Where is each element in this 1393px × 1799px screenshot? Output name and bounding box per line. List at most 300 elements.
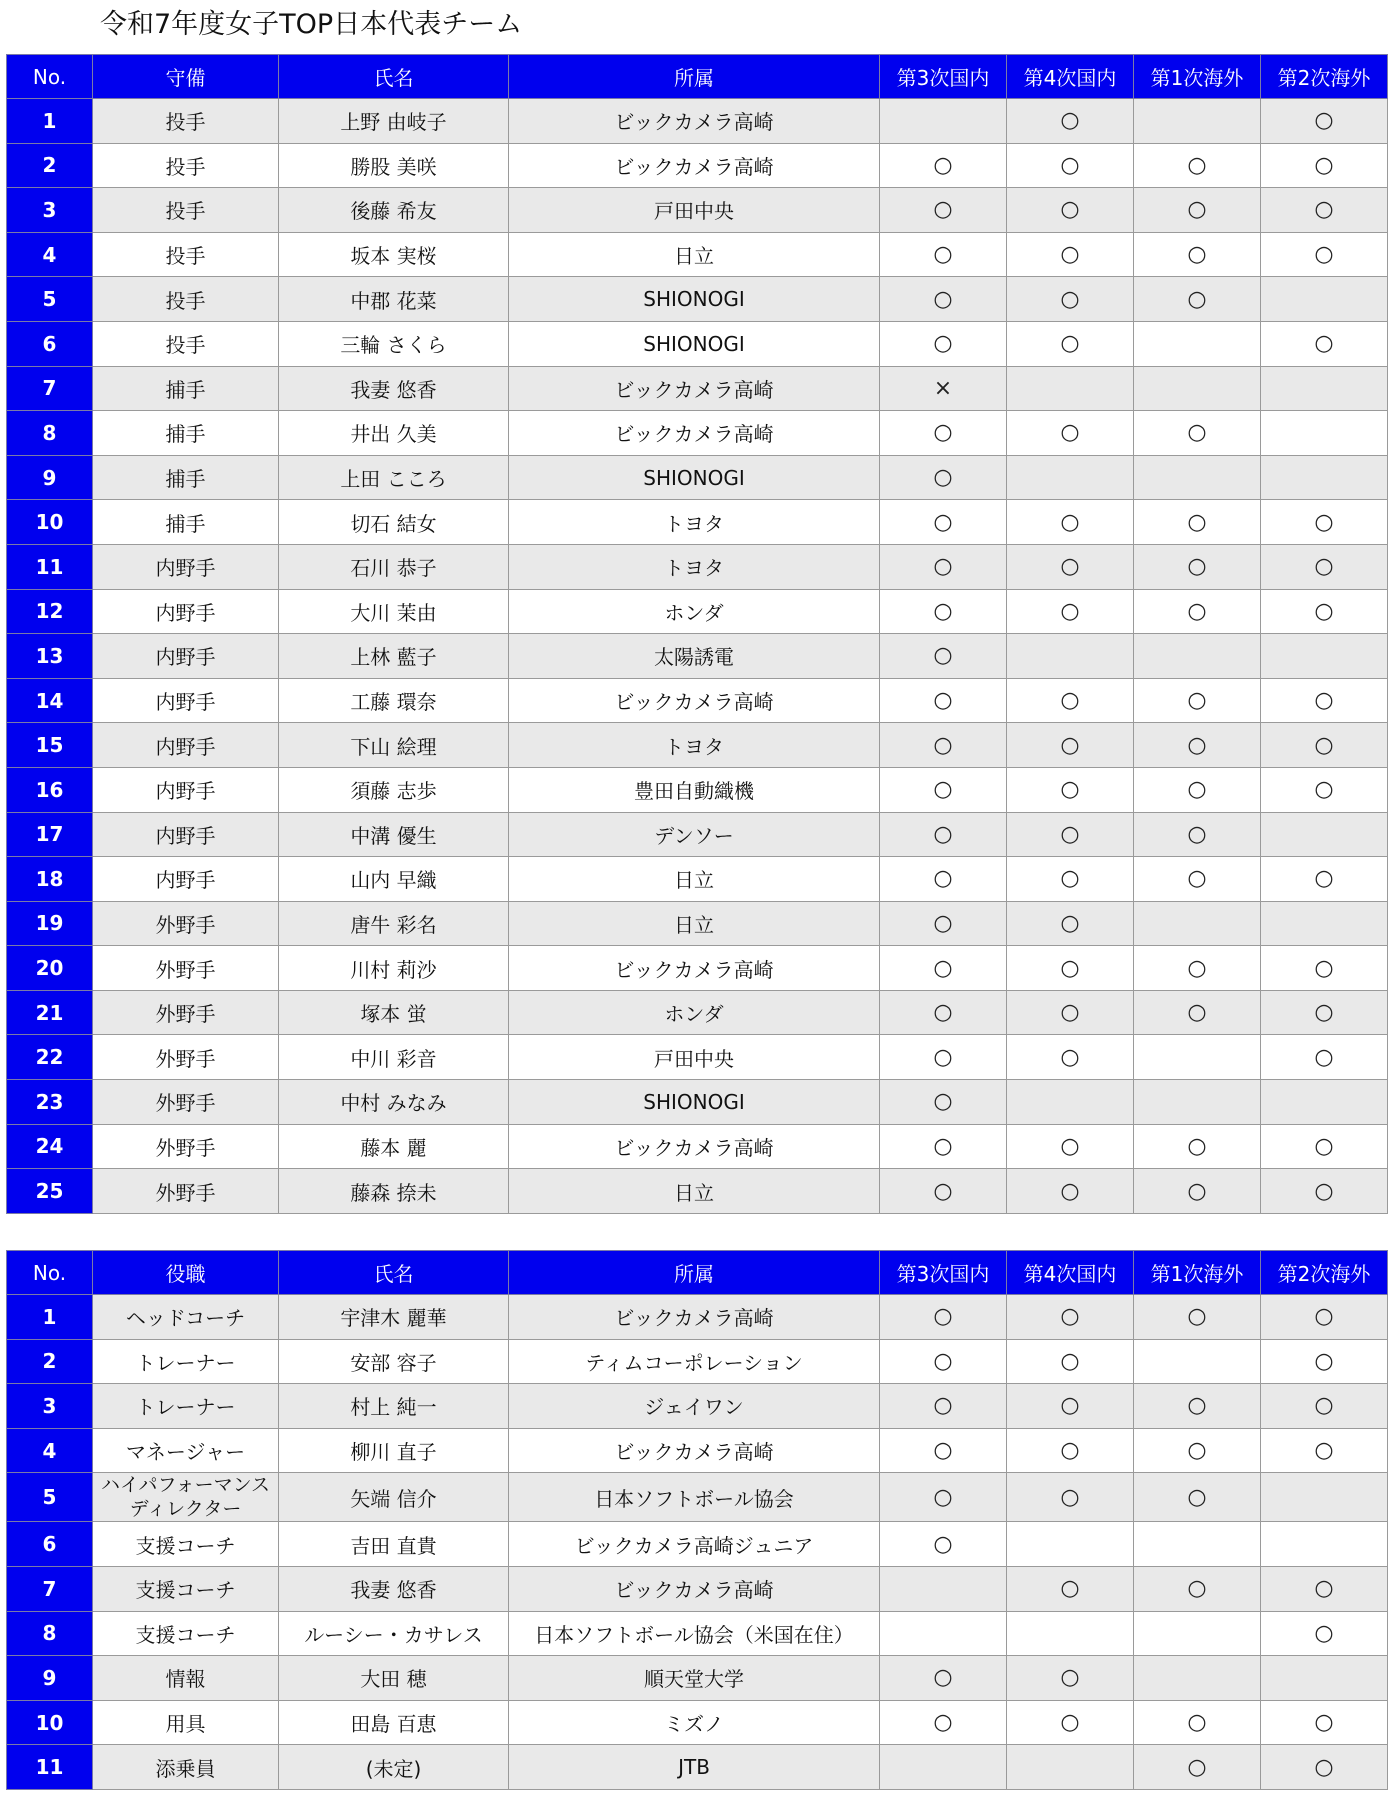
role-text: 添乗員 <box>155 1756 216 1781</box>
row-number: 2 <box>7 1339 93 1384</box>
affiliation-cell: ビックカメラ高崎 <box>509 1428 880 1473</box>
mark-2nd-overseas: ○ <box>1261 99 1388 144</box>
mark-1st-overseas: ○ <box>1134 1473 1261 1522</box>
mark-4th-domestic: ○ <box>1007 232 1134 277</box>
affiliation-cell: 日立 <box>509 1169 880 1214</box>
affiliation-cell: SHIONOGI <box>509 1080 880 1125</box>
position-cell: 外野手 <box>93 901 279 946</box>
mark-1st-overseas <box>1134 1611 1261 1656</box>
table-row <box>7 99 1388 144</box>
table-row <box>7 767 1388 812</box>
mark-2nd-overseas: ○ <box>1261 723 1388 768</box>
mark-3rd-domestic: × <box>880 366 1007 411</box>
name-cell: 上田 こころ <box>279 455 509 500</box>
mark-3rd-domestic: ○ <box>880 812 1007 857</box>
mark-2nd-overseas: ○ <box>1261 1339 1388 1384</box>
name-cell: 藤本 麗 <box>279 1124 509 1169</box>
name-cell: 藤森 捺未 <box>279 1169 509 1214</box>
mark-3rd-domestic: ○ <box>880 1428 1007 1473</box>
mark-4th-domestic <box>1007 455 1134 500</box>
table-row <box>7 1428 1388 1473</box>
table-row <box>7 1522 1388 1567</box>
role-cell <box>93 1339 279 1384</box>
mark-2nd-overseas: ○ <box>1261 767 1388 812</box>
affiliation-cell: ホンダ <box>509 589 880 634</box>
mark-2nd-overseas: ○ <box>1261 1295 1388 1340</box>
role-text: 支援コーチ <box>135 1533 236 1558</box>
affiliation-cell: デンソー <box>509 812 880 857</box>
role-cell <box>93 1700 279 1745</box>
mark-1st-overseas: ○ <box>1134 411 1261 456</box>
name-cell: 三輪 さくら <box>279 321 509 366</box>
mark-2nd-overseas: ○ <box>1261 1124 1388 1169</box>
mark-3rd-domestic: ○ <box>880 723 1007 768</box>
header-no: No. <box>7 55 93 99</box>
mark-2nd-overseas: ○ <box>1261 1384 1388 1429</box>
header-affiliation: 所属 <box>509 55 880 99</box>
table-row <box>7 634 1388 679</box>
mark-4th-domestic: ○ <box>1007 544 1134 589</box>
mark-3rd-domestic: ○ <box>880 455 1007 500</box>
row-number: 10 <box>7 1700 93 1745</box>
role-text: ハイパフォーマンス <box>100 1474 271 1497</box>
mark-2nd-overseas: ○ <box>1261 1035 1388 1080</box>
role-text: 用具 <box>165 1712 206 1737</box>
name-cell: (未定) <box>279 1745 509 1790</box>
name-cell: 安部 容子 <box>279 1339 509 1384</box>
mark-3rd-domestic: ○ <box>880 143 1007 188</box>
name-cell: 山内 早織 <box>279 857 509 902</box>
mark-1st-overseas: ○ <box>1134 1384 1261 1429</box>
row-number: 11 <box>7 544 93 589</box>
row-number: 8 <box>7 411 93 456</box>
role-cell <box>93 1566 279 1611</box>
header-camp-3rd-domestic: 第3次国内 <box>880 1251 1007 1295</box>
mark-4th-domestic: ○ <box>1007 1566 1134 1611</box>
mark-1st-overseas: ○ <box>1134 143 1261 188</box>
role-text: 情報 <box>165 1667 206 1692</box>
position-cell: 外野手 <box>93 990 279 1035</box>
header-name: 氏名 <box>279 55 509 99</box>
mark-4th-domestic: ○ <box>1007 812 1134 857</box>
mark-1st-overseas: ○ <box>1134 544 1261 589</box>
mark-4th-domestic: ○ <box>1007 99 1134 144</box>
mark-3rd-domestic: ○ <box>880 1700 1007 1745</box>
role-text: 支援コーチ <box>135 1622 236 1647</box>
mark-3rd-domestic <box>880 1566 1007 1611</box>
affiliation-cell: 日立 <box>509 232 880 277</box>
mark-1st-overseas: ○ <box>1134 1124 1261 1169</box>
affiliation-cell: ミズノ <box>509 1700 880 1745</box>
role-text: マネージャー <box>125 1440 246 1465</box>
mark-1st-overseas: ○ <box>1134 946 1261 991</box>
name-cell: 我妻 悠香 <box>279 1566 509 1611</box>
affiliation-cell: ビックカメラ高崎 <box>509 366 880 411</box>
header-camp-2nd-overseas: 第2次海外 <box>1261 1251 1388 1295</box>
mark-3rd-domestic: ○ <box>880 901 1007 946</box>
row-number: 8 <box>7 1611 93 1656</box>
row-number: 2 <box>7 143 93 188</box>
affiliation-cell: 日本ソフトボール協会 <box>509 1473 880 1522</box>
mark-3rd-domestic <box>880 1745 1007 1790</box>
name-cell: 中郡 花菜 <box>279 277 509 322</box>
table-row <box>7 277 1388 322</box>
name-cell: 後藤 希友 <box>279 188 509 233</box>
page-title: 令和7年度女子TOP日本代表チーム <box>100 9 523 40</box>
role-cell <box>93 1656 279 1701</box>
role-cell <box>93 1428 279 1473</box>
mark-1st-overseas: ○ <box>1134 857 1261 902</box>
name-cell: 上林 藍子 <box>279 634 509 679</box>
role-text: トレーナー <box>135 1350 236 1375</box>
role-cell <box>93 1745 279 1790</box>
mark-3rd-domestic: ○ <box>880 857 1007 902</box>
name-cell: 勝股 美咲 <box>279 143 509 188</box>
row-number: 1 <box>7 99 93 144</box>
affiliation-cell: SHIONOGI <box>509 455 880 500</box>
mark-4th-domestic <box>1007 366 1134 411</box>
mark-1st-overseas: ○ <box>1134 812 1261 857</box>
position-cell: 捕手 <box>93 455 279 500</box>
row-number: 6 <box>7 321 93 366</box>
position-cell: 投手 <box>93 277 279 322</box>
affiliation-cell: ホンダ <box>509 990 880 1035</box>
mark-3rd-domestic: ○ <box>880 1656 1007 1701</box>
name-cell: 切石 結女 <box>279 500 509 545</box>
mark-4th-domestic: ○ <box>1007 277 1134 322</box>
table-row <box>7 366 1388 411</box>
table-row <box>7 455 1388 500</box>
role-text: トレーナー <box>135 1395 236 1420</box>
mark-3rd-domestic: ○ <box>880 1080 1007 1125</box>
table-row <box>7 1384 1388 1429</box>
affiliation-cell: ジェイワン <box>509 1384 880 1429</box>
name-cell: 矢端 信介 <box>279 1473 509 1522</box>
row-number: 4 <box>7 1428 93 1473</box>
position-cell: 外野手 <box>93 1169 279 1214</box>
position-cell: 投手 <box>93 99 279 144</box>
affiliation-cell: 豊田自動織機 <box>509 767 880 812</box>
affiliation-cell: ビックカメラ高崎 <box>509 946 880 991</box>
role-cell <box>93 1473 279 1522</box>
affiliation-cell: 日立 <box>509 901 880 946</box>
row-number: 18 <box>7 857 93 902</box>
name-cell: 石川 恭子 <box>279 544 509 589</box>
row-number: 5 <box>7 277 93 322</box>
position-cell: 内野手 <box>93 723 279 768</box>
table-row <box>7 1700 1388 1745</box>
position-cell: 外野手 <box>93 1080 279 1125</box>
mark-3rd-domestic: ○ <box>880 1473 1007 1522</box>
mark-2nd-overseas: ○ <box>1261 1566 1388 1611</box>
table-row <box>7 1295 1388 1340</box>
table-row <box>7 1169 1388 1214</box>
mark-2nd-overseas: ○ <box>1261 1428 1388 1473</box>
name-cell: 塚本 蛍 <box>279 990 509 1035</box>
mark-1st-overseas <box>1134 901 1261 946</box>
mark-2nd-overseas: ○ <box>1261 1745 1388 1790</box>
mark-3rd-domestic: ○ <box>880 678 1007 723</box>
table-row <box>7 544 1388 589</box>
mark-2nd-overseas: ○ <box>1261 500 1388 545</box>
name-cell: 大田 穂 <box>279 1656 509 1701</box>
affiliation-cell: ビックカメラ高崎 <box>509 1295 880 1340</box>
mark-2nd-overseas <box>1261 1473 1388 1522</box>
mark-3rd-domestic: ○ <box>880 990 1007 1035</box>
mark-2nd-overseas <box>1261 277 1388 322</box>
header-position: 守備 <box>93 55 279 99</box>
row-number: 15 <box>7 723 93 768</box>
position-cell: 内野手 <box>93 812 279 857</box>
mark-3rd-domestic: ○ <box>880 411 1007 456</box>
mark-1st-overseas: ○ <box>1134 990 1261 1035</box>
name-cell: 下山 絵理 <box>279 723 509 768</box>
table-row <box>7 143 1388 188</box>
mark-1st-overseas <box>1134 455 1261 500</box>
players-table <box>6 54 1388 1214</box>
position-cell: 投手 <box>93 143 279 188</box>
role-cell <box>93 1611 279 1656</box>
table-row <box>7 321 1388 366</box>
mark-2nd-overseas <box>1261 634 1388 679</box>
name-cell: 中村 みなみ <box>279 1080 509 1125</box>
row-number: 25 <box>7 1169 93 1214</box>
name-cell: 坂本 実桜 <box>279 232 509 277</box>
row-number: 7 <box>7 1566 93 1611</box>
mark-1st-overseas: ○ <box>1134 277 1261 322</box>
mark-4th-domestic: ○ <box>1007 1124 1134 1169</box>
table-row <box>7 812 1388 857</box>
mark-4th-domestic: ○ <box>1007 1656 1134 1701</box>
table-row <box>7 232 1388 277</box>
mark-2nd-overseas: ○ <box>1261 990 1388 1035</box>
table-row <box>7 411 1388 456</box>
mark-4th-domestic: ○ <box>1007 1473 1134 1522</box>
mark-1st-overseas: ○ <box>1134 1566 1261 1611</box>
position-cell: 捕手 <box>93 366 279 411</box>
affiliation-cell: ビックカメラ高崎 <box>509 1566 880 1611</box>
name-cell: 吉田 直貴 <box>279 1522 509 1567</box>
name-cell: 中溝 優生 <box>279 812 509 857</box>
affiliation-cell: SHIONOGI <box>509 277 880 322</box>
header-camp-2nd-overseas: 第2次海外 <box>1261 55 1388 99</box>
header-role: 役職 <box>93 1251 279 1295</box>
mark-3rd-domestic: ○ <box>880 1169 1007 1214</box>
row-number: 10 <box>7 500 93 545</box>
name-cell: 唐牛 彩名 <box>279 901 509 946</box>
role-cell <box>93 1522 279 1567</box>
position-cell: 内野手 <box>93 857 279 902</box>
name-cell: 我妻 悠香 <box>279 366 509 411</box>
name-cell: 中川 彩音 <box>279 1035 509 1080</box>
mark-3rd-domestic: ○ <box>880 1339 1007 1384</box>
mark-2nd-overseas: ○ <box>1261 1611 1388 1656</box>
mark-3rd-domestic: ○ <box>880 634 1007 679</box>
affiliation-cell: 日立 <box>509 857 880 902</box>
header-no: No. <box>7 1251 93 1295</box>
mark-3rd-domestic: ○ <box>880 589 1007 634</box>
mark-1st-overseas <box>1134 99 1261 144</box>
mark-1st-overseas <box>1134 1522 1261 1567</box>
mark-2nd-overseas: ○ <box>1261 143 1388 188</box>
name-cell: 大川 茉由 <box>279 589 509 634</box>
role-text: 支援コーチ <box>135 1578 236 1603</box>
mark-2nd-overseas: ○ <box>1261 589 1388 634</box>
position-cell: 外野手 <box>93 1035 279 1080</box>
mark-1st-overseas: ○ <box>1134 589 1261 634</box>
mark-4th-domestic: ○ <box>1007 500 1134 545</box>
affiliation-cell: ティムコーポレーション <box>509 1339 880 1384</box>
row-number: 1 <box>7 1295 93 1340</box>
mark-1st-overseas <box>1134 1339 1261 1384</box>
table-row <box>7 723 1388 768</box>
mark-4th-domestic: ○ <box>1007 1428 1134 1473</box>
affiliation-cell: 戸田中央 <box>509 1035 880 1080</box>
mark-3rd-domestic: ○ <box>880 1295 1007 1340</box>
mark-3rd-domestic: ○ <box>880 321 1007 366</box>
mark-2nd-overseas <box>1261 812 1388 857</box>
mark-3rd-domestic: ○ <box>880 277 1007 322</box>
table-row <box>7 1473 1388 1522</box>
mark-2nd-overseas <box>1261 1656 1388 1701</box>
name-cell: ルーシー・カサレス <box>279 1611 509 1656</box>
mark-2nd-overseas <box>1261 1080 1388 1125</box>
mark-4th-domestic <box>1007 1080 1134 1125</box>
affiliation-cell: ビックカメラ高崎 <box>509 143 880 188</box>
mark-2nd-overseas: ○ <box>1261 946 1388 991</box>
position-cell: 捕手 <box>93 411 279 456</box>
row-number: 3 <box>7 188 93 233</box>
table-row <box>7 990 1388 1035</box>
name-cell: 宇津木 麗華 <box>279 1295 509 1340</box>
row-number: 20 <box>7 946 93 991</box>
staff-header-row <box>7 1251 1388 1295</box>
role-cell <box>93 1295 279 1340</box>
mark-4th-domestic: ○ <box>1007 188 1134 233</box>
table-row <box>7 1080 1388 1125</box>
mark-4th-domestic: ○ <box>1007 589 1134 634</box>
position-cell: 内野手 <box>93 634 279 679</box>
mark-1st-overseas <box>1134 1080 1261 1125</box>
mark-3rd-domestic: ○ <box>880 1522 1007 1567</box>
mark-4th-domestic: ○ <box>1007 1035 1134 1080</box>
mark-2nd-overseas: ○ <box>1261 1169 1388 1214</box>
mark-4th-domestic: ○ <box>1007 767 1134 812</box>
name-cell: 上野 由岐子 <box>279 99 509 144</box>
row-number: 3 <box>7 1384 93 1429</box>
mark-4th-domestic: ○ <box>1007 857 1134 902</box>
mark-1st-overseas: ○ <box>1134 723 1261 768</box>
mark-3rd-domestic <box>880 99 1007 144</box>
row-number: 6 <box>7 1522 93 1567</box>
row-number: 9 <box>7 1656 93 1701</box>
row-number: 21 <box>7 990 93 1035</box>
name-cell: 村上 純一 <box>279 1384 509 1429</box>
mark-4th-domestic <box>1007 1522 1134 1567</box>
mark-3rd-domestic: ○ <box>880 188 1007 233</box>
header-camp-4th-domestic: 第4次国内 <box>1007 55 1134 99</box>
affiliation-cell: 順天堂大学 <box>509 1656 880 1701</box>
mark-1st-overseas: ○ <box>1134 1295 1261 1340</box>
mark-1st-overseas: ○ <box>1134 1169 1261 1214</box>
position-cell: 内野手 <box>93 678 279 723</box>
table-row <box>7 589 1388 634</box>
header-camp-1st-overseas: 第1次海外 <box>1134 1251 1261 1295</box>
row-number: 14 <box>7 678 93 723</box>
position-cell: 捕手 <box>93 500 279 545</box>
mark-1st-overseas: ○ <box>1134 1745 1261 1790</box>
mark-3rd-domestic: ○ <box>880 500 1007 545</box>
mark-1st-overseas <box>1134 321 1261 366</box>
mark-2nd-overseas: ○ <box>1261 1700 1388 1745</box>
mark-3rd-domestic: ○ <box>880 544 1007 589</box>
mark-1st-overseas <box>1134 634 1261 679</box>
players-header-row <box>7 55 1388 99</box>
mark-3rd-domestic: ○ <box>880 232 1007 277</box>
table-row <box>7 901 1388 946</box>
header-camp-4th-domestic: 第4次国内 <box>1007 1251 1134 1295</box>
name-cell: 工藤 環奈 <box>279 678 509 723</box>
affiliation-cell: ビックカメラ高崎 <box>509 411 880 456</box>
mark-3rd-domestic: ○ <box>880 1124 1007 1169</box>
table-row <box>7 500 1388 545</box>
row-number: 17 <box>7 812 93 857</box>
affiliation-cell: 太陽誘電 <box>509 634 880 679</box>
mark-1st-overseas: ○ <box>1134 678 1261 723</box>
table-row <box>7 188 1388 233</box>
mark-4th-domestic: ○ <box>1007 143 1134 188</box>
staff-table <box>6 1250 1388 1790</box>
mark-3rd-domestic: ○ <box>880 946 1007 991</box>
row-number: 7 <box>7 366 93 411</box>
mark-1st-overseas: ○ <box>1134 232 1261 277</box>
row-number: 19 <box>7 901 93 946</box>
mark-3rd-domestic: ○ <box>880 1384 1007 1429</box>
position-cell: 外野手 <box>93 946 279 991</box>
affiliation-cell: トヨタ <box>509 500 880 545</box>
mark-1st-overseas <box>1134 1035 1261 1080</box>
table-row <box>7 1656 1388 1701</box>
mark-2nd-overseas: ○ <box>1261 321 1388 366</box>
affiliation-cell: トヨタ <box>509 544 880 589</box>
name-cell: 柳川 直子 <box>279 1428 509 1473</box>
position-cell: 投手 <box>93 232 279 277</box>
mark-1st-overseas: ○ <box>1134 1428 1261 1473</box>
row-number: 5 <box>7 1473 93 1522</box>
affiliation-cell: ビックカメラ高崎 <box>509 678 880 723</box>
mark-1st-overseas: ○ <box>1134 188 1261 233</box>
table-row <box>7 946 1388 991</box>
row-number: 16 <box>7 767 93 812</box>
mark-4th-domestic: ○ <box>1007 1339 1134 1384</box>
affiliation-cell: 日本ソフトボール協会（米国在住） <box>509 1611 880 1656</box>
row-number: 4 <box>7 232 93 277</box>
row-number: 12 <box>7 589 93 634</box>
table-row <box>7 1611 1388 1656</box>
name-cell: 田島 百恵 <box>279 1700 509 1745</box>
affiliation-cell: ビックカメラ高崎 <box>509 99 880 144</box>
position-cell: 内野手 <box>93 589 279 634</box>
header-camp-3rd-domestic: 第3次国内 <box>880 55 1007 99</box>
mark-1st-overseas <box>1134 1656 1261 1701</box>
role-text: ヘッドコーチ <box>125 1306 246 1331</box>
affiliation-cell: ビックカメラ高崎ジュニア <box>509 1522 880 1567</box>
mark-3rd-domestic: ○ <box>880 767 1007 812</box>
mark-2nd-overseas <box>1261 1522 1388 1567</box>
mark-4th-domestic: ○ <box>1007 1295 1134 1340</box>
row-number: 13 <box>7 634 93 679</box>
affiliation-cell: ビックカメラ高崎 <box>509 1124 880 1169</box>
